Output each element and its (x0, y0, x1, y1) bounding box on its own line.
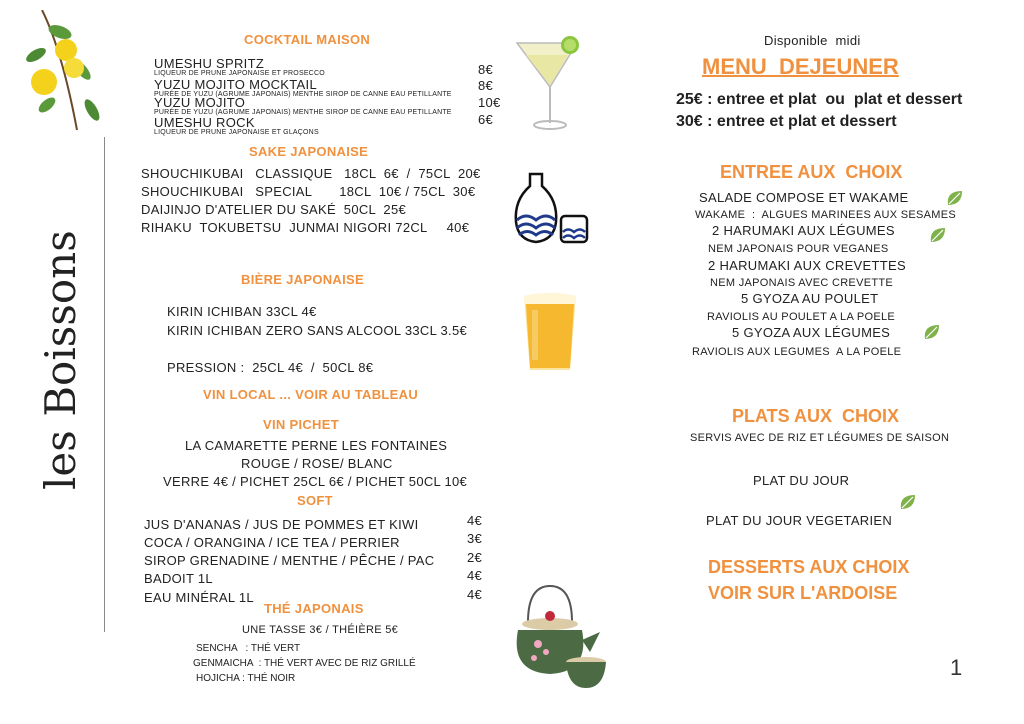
cocktail-desc: LIQUEUR DE PRUNE JAPONAISE ET GLAÇONS (154, 129, 319, 136)
entree-desc: NEM JAPONAIS POUR VEGANES (708, 243, 889, 255)
cocktail-price: 8€ (478, 78, 494, 93)
plats-title: PLATS AUX CHOIX (732, 406, 900, 426)
cocktail-name: YUZU MOJITO (154, 95, 246, 110)
the-line: HOJICHA : THÉ NOIR (196, 673, 296, 684)
cocktail-glass-icon (512, 35, 587, 135)
entree-desc: WAKAME : ALGUES MARINEES AUX SESAMES (695, 209, 957, 221)
menu-price-1: 25€ : entree et plat ou plat et dessert (676, 91, 963, 108)
cocktail-name: YUZU MOJITO MOCKTAIL (154, 77, 317, 92)
vin-pichet-line: LA CAMARETTE PERNE LES FONTAINES (185, 438, 448, 453)
cocktail-item (154, 96, 452, 116)
soft-title: SOFT (297, 493, 333, 508)
menu-price-2: 30€ : entree et plat et dessert (676, 113, 897, 130)
the-line: SENCHA : THÉ VERT (196, 643, 301, 654)
soft-item: COCA / ORANGINA / ICE TEA / PERRIER (144, 535, 400, 550)
entree-name: 2 HARUMAKI AUX CREVETTES (708, 258, 906, 273)
biere-line: KIRIN ICHIBAN ZERO SANS ALCOOL 33CL 3.5€ (167, 323, 468, 338)
cocktail-name: UMESHU SPRITZ (154, 56, 265, 71)
cocktail-price: 8€ (478, 62, 494, 77)
cocktail-price: 6€ (478, 112, 494, 127)
lemon-branch-illustration (22, 10, 112, 135)
the-line: GENMAICHA : THÉ VERT AVEC DE RIZ GRILLÉ (193, 658, 416, 669)
the-price-line: UNE TASSE 3€ / THÉIÈRE 5€ (242, 624, 399, 636)
soft-price: 2€ (467, 550, 483, 565)
vertical-title: les Boissons (36, 230, 85, 490)
sake-line: DAIJINJO D'ATELIER DU SAKÉ 50CL 25€ (141, 202, 406, 217)
soft-price: 4€ (467, 513, 483, 528)
page-number: 1 (950, 655, 963, 680)
sake-bottle-icon (508, 172, 593, 247)
plat-du-jour: PLAT DU JOUR (753, 473, 850, 488)
vin-pichet-line: ROUGE / ROSE/ BLANC (241, 456, 393, 471)
vin-pichet-title: VIN PICHET (263, 417, 339, 432)
biere-title: BIÈRE JAPONAISE (241, 272, 364, 287)
desserts-title: DESSERTS AUX CHOIX (708, 557, 910, 577)
entree-name: 5 GYOZA AU POULET (741, 291, 879, 306)
entree-name: SALADE COMPOSE ET WAKAME (699, 190, 909, 205)
plat-du-jour-vegetarien: PLAT DU JOUR VEGETARIEN (706, 513, 893, 528)
cocktail-name: UMESHU ROCK (154, 115, 255, 130)
vin-pichet-line: VERRE 4€ / PICHET 25CL 6€ / PICHET 50CL 10€ (163, 474, 468, 489)
soft-price: 4€ (467, 568, 483, 583)
plats-subtitle: SERVIS AVEC DE RIZ ET LÉGUMES DE SAISON (690, 432, 950, 444)
soft-price: 4€ (467, 587, 483, 602)
soft-price: 3€ (467, 531, 483, 546)
entree-desc: NEM JAPONAIS AVEC CREVETTE (710, 277, 894, 289)
entree-name: 5 GYOZA AUX LÉGUMES (732, 325, 891, 340)
cocktail-title: COCKTAIL MAISON (244, 32, 371, 47)
soft-item: JUS D'ANANAS / JUS DE POMMES ET KIWI (144, 517, 419, 532)
cocktail-desc: PURÉE DE YUZU (AGRUME JAPONAIS) MENTHE SIROP DE CANNE EAU PETILLANTE (154, 109, 452, 116)
vegan-leaf-icon (923, 323, 941, 341)
entree-title: ENTREE AUX CHOIX (720, 162, 903, 182)
soft-item: BADOIT 1L (144, 571, 213, 586)
entree-name: 2 HARUMAKI AUX LÉGUMES (712, 223, 895, 238)
vegan-leaf-icon (899, 493, 917, 511)
sake-line: SHOUCHIKUBAI SPECIAL 18CL 10€ / 75CL 30€ (141, 184, 476, 199)
sake-line: RIHAKU TOKUBETSU JUNMAI NIGORI 72CL 40€ (141, 220, 470, 235)
sake-title: SAKE JAPONAISE (249, 144, 369, 159)
the-title: THÉ JAPONAIS (264, 601, 364, 616)
beer-glass-icon (520, 290, 580, 375)
menu-title: MENU DEJEUNER (702, 54, 899, 79)
cocktail-price: 10€ (478, 95, 501, 110)
cocktail-item (154, 57, 325, 77)
soft-item: SIROP GRENADINE / MENTHE / PÊCHE / PAC (144, 553, 435, 568)
disponible-label: Disponible midi (764, 33, 861, 48)
teapot-icon (510, 582, 610, 692)
divider-line (104, 137, 105, 632)
desserts-note: VOIR SUR L'ARDOISE (708, 583, 898, 603)
vin-local: VIN LOCAL ... VOIR AU TABLEAU (203, 387, 419, 402)
entree-desc: RAVIOLIS AU POULET A LA POELE (707, 311, 896, 323)
vegan-leaf-icon (929, 226, 947, 244)
cocktail-item (154, 116, 319, 136)
sake-line: SHOUCHIKUBAI CLASSIQUE 18CL 6€ / 75CL 20€ (141, 166, 481, 181)
vegan-leaf-icon (946, 189, 964, 207)
biere-pression: PRESSION : 25CL 4€ / 50CL 8€ (167, 360, 374, 375)
cocktail-desc: PURÉE DE YUZU (AGRUME JAPONAIS) MENTHE SIROP DE CANNE EAU PETILLANTE (154, 91, 452, 98)
entree-desc: RAVIOLIS AUX LEGUMES A LA POELE (692, 346, 902, 358)
biere-line: KIRIN ICHIBAN 33CL 4€ (167, 304, 317, 319)
soft-item: EAU MINÉRAL 1L (144, 590, 254, 605)
cocktail-desc: LIQUEUR DE PRUNE JAPONAISE ET PROSECCO (154, 70, 325, 77)
